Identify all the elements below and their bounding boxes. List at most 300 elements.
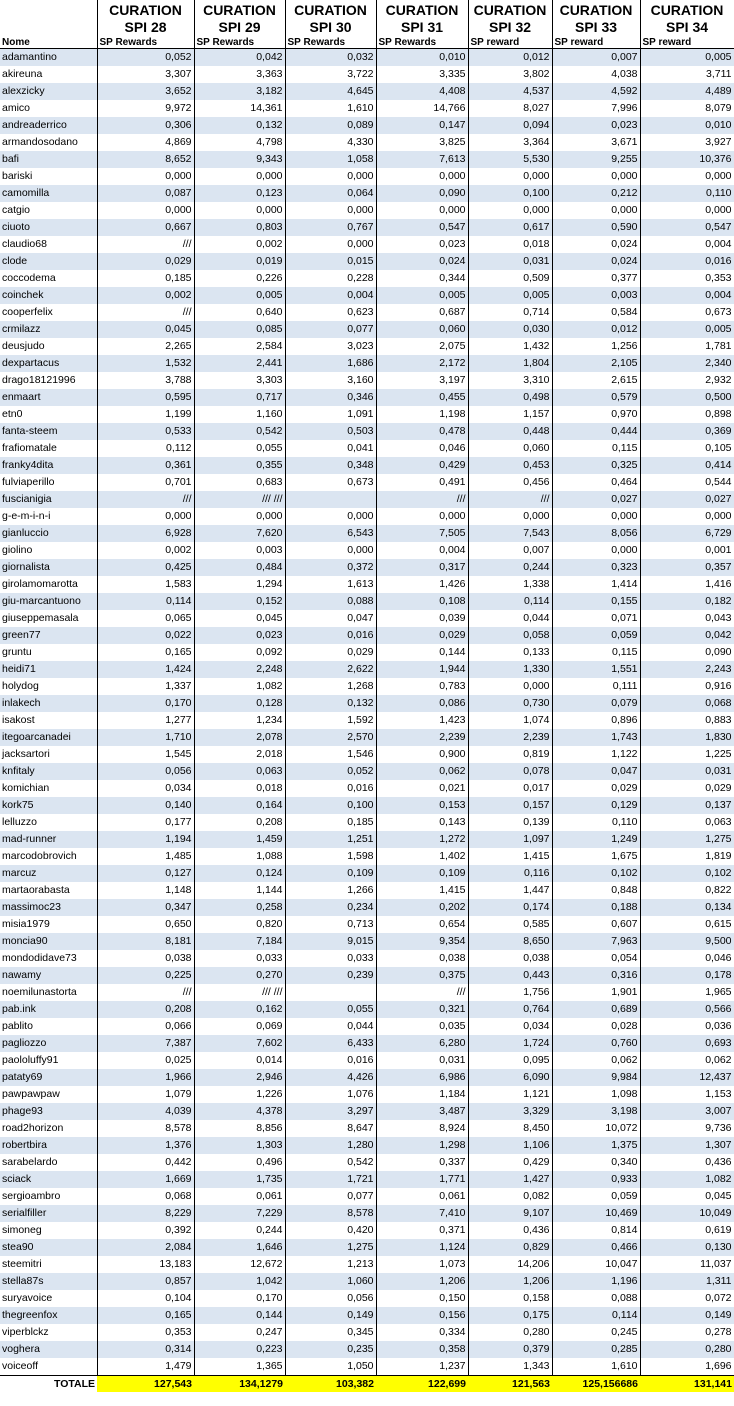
table-row — [0, 593, 734, 610]
row-value: 4,408 — [376, 83, 468, 100]
row-value: 0,052 — [97, 49, 194, 67]
row-value: 0,116 — [468, 865, 552, 882]
table-row — [0, 100, 734, 117]
row-value: 0,225 — [97, 967, 194, 984]
row-name: fuscianigia — [0, 491, 97, 508]
row-value: 1,546 — [285, 746, 376, 763]
row-value: 0,000 — [285, 236, 376, 253]
row-value: 0,072 — [640, 1290, 734, 1307]
row-value: 0,357 — [640, 559, 734, 576]
row-name: lelluzzo — [2, 816, 38, 828]
row-value: 12,672 — [194, 1256, 285, 1273]
row-value: 4,330 — [285, 134, 376, 151]
row-value: 10,072 — [552, 1120, 640, 1137]
column-title-line1: CURATION — [559, 2, 633, 18]
row-value: 0,414 — [640, 457, 734, 474]
row-value: 0,088 — [552, 1290, 640, 1307]
row-value: 1,402 — [376, 848, 468, 865]
row-value: 0,046 — [640, 950, 734, 967]
row-value: 0,280 — [640, 1341, 734, 1358]
row-value: 0,153 — [376, 797, 468, 814]
row-value: 0,028 — [552, 1018, 640, 1035]
row-value: 9,736 — [640, 1120, 734, 1137]
row-value: 0,108 — [376, 593, 468, 610]
table-row — [0, 916, 734, 933]
table-row — [0, 984, 734, 1001]
row-name: moncia90 — [0, 933, 97, 950]
row-value: 0,970 — [552, 406, 640, 423]
row-value: 0,687 — [376, 304, 468, 321]
row-value: 0,124 — [194, 865, 285, 882]
row-value: 0,829 — [468, 1239, 552, 1256]
row-value: 4,378 — [194, 1103, 285, 1120]
row-value: 0,353 — [97, 1324, 194, 1341]
row-value: 0,029 — [376, 627, 468, 644]
row-value: 2,265 — [97, 338, 194, 355]
row-value: 0,369 — [640, 423, 734, 440]
row-value: 0,152 — [194, 593, 285, 610]
row-value: 1,423 — [376, 712, 468, 729]
row-value: 1,153 — [640, 1086, 734, 1103]
row-value: 0,012 — [552, 321, 640, 338]
row-value: 0,280 — [468, 1324, 552, 1341]
table-row — [0, 797, 734, 814]
row-value: 0,344 — [376, 270, 468, 287]
row-name: isakost — [2, 714, 35, 726]
row-value: /// — [468, 491, 552, 508]
column-title-line2: SPI 30 — [309, 19, 352, 35]
table-row — [0, 729, 734, 746]
row-value: 0,509 — [468, 270, 552, 287]
table-row — [0, 355, 734, 372]
row-value: 0,029 — [285, 644, 376, 661]
row-value: 0,060 — [376, 321, 468, 338]
row-value: 2,018 — [194, 746, 285, 763]
row-value: 0,436 — [468, 1222, 552, 1239]
row-value: 0,717 — [194, 389, 285, 406]
row-value: 1,944 — [376, 661, 468, 678]
row-value: 0,208 — [194, 814, 285, 831]
row-value: 0,086 — [376, 695, 468, 712]
row-value: 4,869 — [97, 134, 194, 151]
row-value: 0,005 — [468, 287, 552, 304]
row-value: 4,038 — [552, 66, 640, 83]
row-value: 1,294 — [194, 576, 285, 593]
row-value: 1,058 — [285, 151, 376, 168]
row-value: 12,437 — [640, 1069, 734, 1086]
row-value: 0,420 — [285, 1222, 376, 1239]
row-value: 0,177 — [97, 814, 194, 831]
row-value: 0,016 — [285, 780, 376, 797]
row-value: 0,701 — [97, 474, 194, 491]
column-title-spi — [194, 0, 285, 36]
row-value: 0,004 — [640, 236, 734, 253]
row-value: 0,547 — [376, 219, 468, 236]
row-name: bafi — [0, 151, 97, 168]
table-row — [0, 899, 734, 916]
row-value: 7,620 — [194, 525, 285, 542]
row-value: 14,766 — [376, 100, 468, 117]
row-value: 1,669 — [97, 1171, 194, 1188]
row-value: 0,000 — [285, 202, 376, 219]
row-name: giuseppemasala — [2, 612, 79, 624]
row-value: 0,061 — [376, 1188, 468, 1205]
table-row — [0, 117, 734, 134]
row-value: 0,147 — [376, 117, 468, 134]
table-row — [0, 406, 734, 423]
column-subheader: SP Rewards — [194, 36, 285, 49]
row-value: 1,610 — [552, 1358, 640, 1376]
row-value: 0,000 — [97, 508, 194, 525]
table-row — [0, 372, 734, 389]
row-value: 7,963 — [552, 933, 640, 950]
row-value: 0,579 — [552, 389, 640, 406]
row-value: 0,140 — [97, 797, 194, 814]
row-name: franky4dita — [0, 457, 97, 474]
row-value: 1,122 — [552, 746, 640, 763]
row-value: 0,590 — [552, 219, 640, 236]
row-name: fulviaperillo — [2, 476, 55, 488]
row-value: 0,114 — [97, 593, 194, 610]
row-value: 8,647 — [285, 1120, 376, 1137]
row-value: 1,376 — [97, 1137, 194, 1154]
row-value: 0,004 — [285, 287, 376, 304]
row-value: 1,098 — [552, 1086, 640, 1103]
row-value: 0,689 — [552, 1001, 640, 1018]
table-row — [0, 1256, 734, 1273]
row-value: 0,185 — [97, 270, 194, 287]
row-value: 0,149 — [285, 1307, 376, 1324]
row-value: 1,598 — [285, 848, 376, 865]
row-value: 0,035 — [376, 1018, 468, 1035]
row-value: 0,000 — [194, 508, 285, 525]
row-value: 1,724 — [468, 1035, 552, 1052]
row-value: 0,491 — [376, 474, 468, 491]
row-value: 0,016 — [285, 627, 376, 644]
table-row — [0, 1103, 734, 1120]
table-row — [0, 1001, 734, 1018]
row-value: 1,256 — [552, 338, 640, 355]
row-value: 0,133 — [468, 644, 552, 661]
total-value: 131,141 — [640, 1376, 734, 1393]
row-value: 0,496 — [194, 1154, 285, 1171]
row-value: 0,848 — [552, 882, 640, 899]
row-name: marcodobrovich — [2, 850, 77, 862]
row-value: 1,226 — [194, 1086, 285, 1103]
row-value: 1,675 — [552, 848, 640, 865]
row-value: 0,175 — [468, 1307, 552, 1324]
row-value: 1,426 — [376, 576, 468, 593]
row-value: 0,005 — [640, 49, 734, 67]
row-name: mondodidave73 — [2, 952, 77, 964]
row-value: 2,340 — [640, 355, 734, 372]
row-value: 4,489 — [640, 83, 734, 100]
row-value: 11,037 — [640, 1256, 734, 1273]
row-value: 0,045 — [194, 610, 285, 627]
row-value: 0,007 — [552, 49, 640, 67]
column-title-line2: SPI 29 — [218, 19, 261, 35]
table-row — [0, 746, 734, 763]
row-value: 8,181 — [97, 933, 194, 950]
row-value: 1,121 — [468, 1086, 552, 1103]
row-value: 0,055 — [285, 1001, 376, 1018]
row-name: girolamomarotta — [2, 578, 78, 590]
row-value: 1,097 — [468, 831, 552, 848]
row-value: 0,127 — [97, 865, 194, 882]
row-value: 0,041 — [285, 440, 376, 457]
row-value: 1,266 — [285, 882, 376, 899]
table-row — [0, 338, 734, 355]
row-value: 1,686 — [285, 355, 376, 372]
row-value: 3,788 — [97, 372, 194, 389]
column-title-line1: CURATION — [385, 2, 459, 18]
row-value: 0,130 — [640, 1239, 734, 1256]
row-value: 0,043 — [640, 610, 734, 627]
row-value: 0,033 — [285, 950, 376, 967]
row-value: 1,479 — [97, 1358, 194, 1376]
row-value: 1,251 — [285, 831, 376, 848]
row-value: 3,825 — [376, 134, 468, 151]
row-name: giu-marcantuono — [0, 593, 97, 610]
table-row — [0, 1086, 734, 1103]
row-value: 2,084 — [97, 1239, 194, 1256]
row-value: 1,756 — [468, 984, 552, 1001]
row-value: 0,038 — [468, 950, 552, 967]
row-value: 0,089 — [285, 117, 376, 134]
row-value: 0,533 — [97, 423, 194, 440]
row-value: 1,234 — [194, 712, 285, 729]
row-name: simoneg — [2, 1224, 42, 1236]
row-value: 0,345 — [285, 1324, 376, 1341]
row-value: 1,148 — [97, 882, 194, 899]
table-row — [0, 508, 734, 525]
row-value: 3,303 — [194, 372, 285, 389]
row-value: 0,000 — [285, 542, 376, 559]
row-value: 9,255 — [552, 151, 640, 168]
row-value — [285, 984, 376, 1001]
row-value: 0,448 — [468, 423, 552, 440]
row-value: 0,114 — [552, 1307, 640, 1324]
row-name: road2horizon — [2, 1122, 64, 1134]
column-title-spi — [640, 0, 734, 36]
row-value: 1,088 — [194, 848, 285, 865]
row-value: 0,353 — [640, 270, 734, 287]
row-value: 1,198 — [376, 406, 468, 423]
row-value: 0,109 — [376, 865, 468, 882]
row-value: 0,673 — [285, 474, 376, 491]
row-value: 0,128 — [194, 695, 285, 712]
table-row — [0, 627, 734, 644]
row-value: 0,595 — [97, 389, 194, 406]
row-value: 0,896 — [552, 712, 640, 729]
column-title-line2: SPI 34 — [665, 19, 709, 35]
row-value: 0,090 — [640, 644, 734, 661]
row-value: 0,042 — [194, 49, 285, 67]
column-title-line1: CURATION — [650, 2, 724, 18]
table-row — [0, 1239, 734, 1256]
row-value: 4,039 — [97, 1103, 194, 1120]
row-value: 4,537 — [468, 83, 552, 100]
row-value: 1,610 — [285, 100, 376, 117]
row-value: 1,365 — [194, 1358, 285, 1376]
row-value: 0,018 — [194, 780, 285, 797]
row-value: 8,924 — [376, 1120, 468, 1137]
row-value: 3,722 — [285, 66, 376, 83]
row-value: 6,280 — [376, 1035, 468, 1052]
row-value: 1,743 — [552, 729, 640, 746]
row-value: 0,584 — [552, 304, 640, 321]
row-value: 0,155 — [552, 593, 640, 610]
row-value: 1,447 — [468, 882, 552, 899]
row-value: 0,162 — [194, 1001, 285, 1018]
total-value: 127,543 — [97, 1376, 194, 1393]
column-title-line2: SPI 33 — [574, 19, 618, 35]
row-value: 0,000 — [640, 168, 734, 185]
row-value: 0,031 — [640, 763, 734, 780]
row-value: 0,082 — [468, 1188, 552, 1205]
row-name: g-e-m-i-n-i — [2, 510, 51, 522]
row-value: 1,196 — [552, 1273, 640, 1290]
row-value: 2,932 — [640, 372, 734, 389]
row-name: voiceoff — [2, 1360, 38, 1372]
row-value: 0,223 — [194, 1341, 285, 1358]
row-name: andreaderrico — [0, 117, 97, 134]
row-value: 1,272 — [376, 831, 468, 848]
row-value: 1,144 — [194, 882, 285, 899]
row-value: 0,038 — [97, 950, 194, 967]
row-value: 0,064 — [285, 185, 376, 202]
row-value: 0,056 — [97, 763, 194, 780]
row-value: 0,114 — [468, 593, 552, 610]
table-row — [0, 1154, 734, 1171]
row-value: 8,578 — [285, 1205, 376, 1222]
row-value: /// — [97, 491, 194, 508]
row-value: 0,760 — [552, 1035, 640, 1052]
row-value: 0,003 — [552, 287, 640, 304]
row-value: 0,062 — [552, 1052, 640, 1069]
total-value: 125,156686 — [552, 1376, 640, 1393]
row-value: 0,372 — [285, 559, 376, 576]
row-value: 0,361 — [97, 457, 194, 474]
row-value: 0,442 — [97, 1154, 194, 1171]
row-value: 0,071 — [552, 610, 640, 627]
row-value: 1,280 — [285, 1137, 376, 1154]
row-value: 0,202 — [376, 899, 468, 916]
row-value: 3,364 — [468, 134, 552, 151]
total-value: 121,563 — [468, 1376, 552, 1393]
row-value: 0,144 — [194, 1307, 285, 1324]
row-value: 1,343 — [468, 1358, 552, 1376]
table-row — [0, 848, 734, 865]
row-value: 10,469 — [552, 1205, 640, 1222]
row-value: 3,802 — [468, 66, 552, 83]
row-value: 1,830 — [640, 729, 734, 746]
header-corner — [0, 0, 97, 36]
row-name: voghera — [0, 1341, 97, 1358]
row-value: 1,485 — [97, 848, 194, 865]
row-value: 0,544 — [640, 474, 734, 491]
row-value: 0,247 — [194, 1324, 285, 1341]
column-subheader: SP Rewards — [97, 36, 194, 49]
row-value: 0,165 — [97, 1307, 194, 1324]
row-value: 1,194 — [97, 831, 194, 848]
row-value: 1,545 — [97, 746, 194, 763]
total-value: 103,382 — [285, 1376, 376, 1393]
row-value: 8,056 — [552, 525, 640, 542]
row-value: 0,392 — [97, 1222, 194, 1239]
row-value: 3,297 — [285, 1103, 376, 1120]
table-row — [0, 321, 734, 338]
row-value: 0,039 — [376, 610, 468, 627]
table-row — [0, 134, 734, 151]
row-value: 0,000 — [468, 508, 552, 525]
row-value: 0,061 — [194, 1188, 285, 1205]
row-value: 0,094 — [468, 117, 552, 134]
row-value: 1,781 — [640, 338, 734, 355]
row-value: 9,972 — [97, 100, 194, 117]
row-value: 0,334 — [376, 1324, 468, 1341]
row-value: 0,000 — [552, 168, 640, 185]
row-value: 0,436 — [640, 1154, 734, 1171]
row-value: 8,650 — [468, 933, 552, 950]
table-row — [0, 83, 734, 100]
row-value: 3,927 — [640, 134, 734, 151]
row-value: 0,034 — [97, 780, 194, 797]
row-value: 0,059 — [552, 1188, 640, 1205]
row-name: suryavoice — [2, 1292, 53, 1304]
column-subheader: SP reward — [552, 36, 640, 49]
row-value: 0,137 — [640, 797, 734, 814]
table-row — [0, 457, 734, 474]
row-value: 3,335 — [376, 66, 468, 83]
row-value: 0,030 — [468, 321, 552, 338]
row-value: 0,063 — [640, 814, 734, 831]
table-row — [0, 1137, 734, 1154]
row-value: 0,010 — [640, 117, 734, 134]
row-name: inlakech — [0, 695, 97, 712]
row-name: adamantino — [0, 49, 97, 67]
row-name: viperblckz — [2, 1326, 49, 1338]
row-value: 0,110 — [640, 185, 734, 202]
row-name: pab.ink — [0, 1001, 97, 1018]
row-value: 7,387 — [97, 1035, 194, 1052]
row-value: 6,433 — [285, 1035, 376, 1052]
row-name: giolino — [2, 544, 33, 556]
row-value: 1,275 — [640, 831, 734, 848]
row-value: 2,172 — [376, 355, 468, 372]
row-value: 0,109 — [285, 865, 376, 882]
row-value: 0,002 — [97, 287, 194, 304]
row-value: 0,018 — [468, 236, 552, 253]
row-value: 10,376 — [640, 151, 734, 168]
row-value: 1,613 — [285, 576, 376, 593]
row-value: 0,029 — [552, 780, 640, 797]
row-name: phage93 — [0, 1103, 97, 1120]
row-value: 0,425 — [97, 559, 194, 576]
row-name: dexpartacus — [0, 355, 97, 372]
row-value: 0,115 — [552, 440, 640, 457]
row-value: 0,484 — [194, 559, 285, 576]
row-value: 7,505 — [376, 525, 468, 542]
row-value: 13,183 — [97, 1256, 194, 1273]
row-value: 0,024 — [376, 253, 468, 270]
row-value: 0,713 — [285, 916, 376, 933]
row-value: 0,019 — [194, 253, 285, 270]
total-value: 122,699 — [376, 1376, 468, 1393]
row-value: 0,585 — [468, 916, 552, 933]
table-row — [0, 1069, 734, 1086]
row-name: heidi71 — [0, 661, 97, 678]
